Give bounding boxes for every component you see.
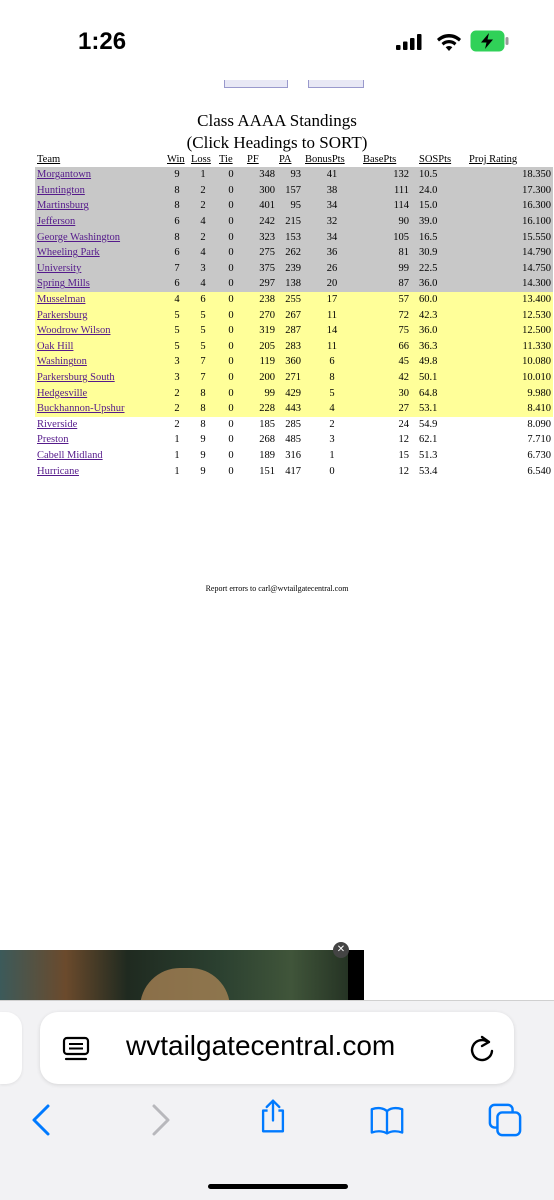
header-bonus-pts[interactable]: BonusPts (305, 154, 345, 165)
sos-cell: 62.1 (411, 432, 467, 448)
pa-cell: 429 (277, 385, 303, 401)
bonus-cell: 2 (303, 417, 361, 433)
bonus-cell: 8 (303, 370, 361, 386)
team-cell (35, 401, 165, 417)
pf-cell: 242 (245, 214, 277, 230)
bonus-cell: 4 (303, 401, 361, 417)
pf-cell: 297 (245, 276, 277, 292)
tie-cell: 0 (217, 417, 245, 433)
bookmarks-icon[interactable] (370, 1102, 404, 1138)
pa-cell: 443 (277, 401, 303, 417)
pf-cell: 151 (245, 463, 277, 479)
status-bar (0, 0, 554, 80)
pa-cell: 93 (277, 167, 303, 183)
table-row (35, 401, 553, 417)
bonus-cell: 20 (303, 276, 361, 292)
reload-icon[interactable] (468, 1034, 496, 1064)
tie-cell: 0 (217, 214, 245, 230)
proj-cell: 8.410 (467, 401, 553, 417)
loss-cell: 3 (189, 261, 217, 277)
loss-cell: 2 (189, 183, 217, 199)
pa-cell: 287 (277, 323, 303, 339)
back-icon[interactable] (26, 1102, 60, 1138)
tie-cell: 0 (217, 261, 245, 277)
ad-banner[interactable] (0, 950, 364, 1000)
win-cell: 7 (165, 261, 189, 277)
tie-cell: 0 (217, 198, 245, 214)
win-cell: 6 (165, 276, 189, 292)
sos-cell: 10.5 (411, 167, 467, 183)
pf-cell: 375 (245, 261, 277, 277)
loss-cell: 4 (189, 276, 217, 292)
signal-icon (396, 34, 422, 50)
win-cell: 5 (165, 323, 189, 339)
pa-cell: 95 (277, 198, 303, 214)
base-cell: 75 (361, 323, 411, 339)
proj-cell: 6.730 (467, 448, 553, 464)
pf-cell: 205 (245, 339, 277, 355)
ad-close-icon[interactable]: ✕ (333, 942, 349, 958)
header-proj-rating[interactable]: Proj Rating (469, 154, 518, 165)
tie-cell: 0 (217, 385, 245, 401)
loss-cell: 6 (189, 292, 217, 308)
loss-cell: 4 (189, 214, 217, 230)
table-row (35, 432, 553, 448)
battery-charging-icon (470, 30, 510, 52)
sos-cell: 50.1 (411, 370, 467, 386)
header-win[interactable]: Win (167, 154, 185, 165)
proj-cell: 10.080 (467, 354, 553, 370)
proj-cell: 14.300 (467, 276, 553, 292)
win-cell: 1 (165, 463, 189, 479)
proj-cell: 16.300 (467, 198, 553, 214)
team-link[interactable]: George Washington (37, 231, 121, 243)
pf-cell: 300 (245, 183, 277, 199)
base-cell: 90 (361, 214, 411, 230)
team-link[interactable]: Parkersburg (37, 309, 88, 321)
table-header-row (35, 152, 553, 167)
team-link[interactable]: Riverside (37, 418, 78, 430)
win-cell: 6 (165, 214, 189, 230)
team-cell (35, 245, 165, 261)
pf-cell: 319 (245, 323, 277, 339)
team-link[interactable]: Woodrow Wilson (37, 325, 111, 337)
base-cell: 66 (361, 339, 411, 355)
win-cell: 2 (165, 417, 189, 433)
base-cell: 12 (361, 463, 411, 479)
base-cell: 27 (361, 401, 411, 417)
url-text[interactable]: wvtailgatecentral.com (126, 1030, 396, 1061)
pf-cell: 401 (245, 198, 277, 214)
team-link[interactable]: Musselman (37, 294, 86, 306)
page-title: Class AAAA Standings (197, 111, 357, 130)
team-cell (35, 417, 165, 433)
base-cell: 15 (361, 448, 411, 464)
bonus-cell: 0 (303, 463, 361, 479)
win-cell: 9 (165, 167, 189, 183)
proj-cell: 17.300 (467, 183, 553, 199)
table-row (35, 292, 553, 308)
loss-cell: 9 (189, 448, 217, 464)
proj-cell: 11.330 (467, 339, 553, 355)
sos-cell: 42.3 (411, 307, 467, 323)
bonus-cell: 3 (303, 432, 361, 448)
pa-cell: 153 (277, 229, 303, 245)
bonus-cell: 11 (303, 307, 361, 323)
bonus-cell: 26 (303, 261, 361, 277)
team-link[interactable]: Parkersburg South (37, 372, 115, 384)
pa-cell: 417 (277, 463, 303, 479)
team-cell (35, 432, 165, 448)
team-cell (35, 276, 165, 292)
team-cell (35, 448, 165, 464)
table-row (35, 276, 553, 292)
tie-cell: 0 (217, 307, 245, 323)
bonus-cell: 38 (303, 183, 361, 199)
proj-cell: 13.400 (467, 292, 553, 308)
pf-cell: 238 (245, 292, 277, 308)
bonus-cell: 34 (303, 229, 361, 245)
loss-cell: 5 (189, 323, 217, 339)
loss-cell: 1 (189, 167, 217, 183)
table-row (35, 245, 553, 261)
status-time: 1:26 (78, 28, 127, 55)
address-bar[interactable] (40, 1012, 514, 1084)
win-cell: 1 (165, 448, 189, 464)
team-cell (35, 307, 165, 323)
loss-cell: 5 (189, 339, 217, 355)
team-cell (35, 167, 165, 183)
win-cell: 2 (165, 385, 189, 401)
sos-cell: 39.0 (411, 214, 467, 230)
pa-cell: 271 (277, 370, 303, 386)
team-cell (35, 385, 165, 401)
bonus-cell: 32 (303, 214, 361, 230)
win-cell: 2 (165, 401, 189, 417)
table-row (35, 167, 553, 183)
web-page (0, 80, 554, 950)
table-row (35, 354, 553, 370)
bonus-cell: 6 (303, 354, 361, 370)
pa-cell: 267 (277, 307, 303, 323)
team-cell (35, 229, 165, 245)
tie-cell: 0 (217, 167, 245, 183)
base-cell: 57 (361, 292, 411, 308)
team-cell (35, 463, 165, 479)
base-cell: 42 (361, 370, 411, 386)
sos-cell: 36.0 (411, 276, 467, 292)
team-link[interactable]: Morgantown (37, 169, 92, 181)
tie-cell: 0 (217, 432, 245, 448)
sos-cell: 53.4 (411, 463, 467, 479)
team-link[interactable]: Huntington (37, 184, 85, 196)
header-base-pts[interactable]: BasePts (363, 154, 397, 165)
loss-cell: 4 (189, 245, 217, 261)
pa-cell: 138 (277, 276, 303, 292)
bonus-cell: 5 (303, 385, 361, 401)
team-link[interactable]: University (37, 262, 82, 274)
win-cell: 8 (165, 229, 189, 245)
standings-body (35, 167, 553, 479)
table-row (35, 198, 553, 214)
pf-cell: 348 (245, 167, 277, 183)
base-cell: 72 (361, 307, 411, 323)
proj-cell: 6.540 (467, 463, 553, 479)
base-cell: 12 (361, 432, 411, 448)
win-cell: 4 (165, 292, 189, 308)
team-link[interactable]: Preston (37, 434, 69, 446)
team-link[interactable]: Jefferson (37, 216, 76, 228)
team-cell (35, 292, 165, 308)
pa-cell: 239 (277, 261, 303, 277)
pf-cell: 270 (245, 307, 277, 323)
pf-cell: 275 (245, 245, 277, 261)
win-cell: 3 (165, 354, 189, 370)
team-cell (35, 339, 165, 355)
tie-cell: 0 (217, 401, 245, 417)
loss-cell: 7 (189, 354, 217, 370)
pa-cell: 215 (277, 214, 303, 230)
bonus-cell: 36 (303, 245, 361, 261)
pa-cell: 316 (277, 448, 303, 464)
proj-cell: 12.500 (467, 323, 553, 339)
sos-cell: 36.0 (411, 323, 467, 339)
pa-cell: 285 (277, 417, 303, 433)
loss-cell: 2 (189, 229, 217, 245)
base-cell: 87 (361, 276, 411, 292)
wifi-icon (436, 31, 462, 51)
header-sos-pts[interactable]: SOSPts (419, 154, 452, 165)
tie-cell: 0 (217, 463, 245, 479)
pf-cell: 200 (245, 370, 277, 386)
header-loss[interactable]: Loss (191, 154, 211, 165)
share-icon[interactable] (256, 1098, 290, 1134)
loss-cell: 7 (189, 370, 217, 386)
team-link[interactable]: Martinsburg (37, 200, 89, 212)
sos-cell: 51.3 (411, 448, 467, 464)
table-row (35, 323, 553, 339)
base-cell: 105 (361, 229, 411, 245)
sos-cell: 49.8 (411, 354, 467, 370)
base-cell: 30 (361, 385, 411, 401)
page-subtitle: (Click Headings to SORT) (186, 133, 368, 152)
loss-cell: 5 (189, 307, 217, 323)
proj-cell: 7.710 (467, 432, 553, 448)
tie-cell: 0 (217, 339, 245, 355)
win-cell: 3 (165, 370, 189, 386)
loss-cell: 9 (189, 432, 217, 448)
base-cell: 111 (361, 183, 411, 199)
ad-side-strip (348, 950, 364, 1000)
header-pf[interactable]: PF (247, 154, 259, 165)
table-row (35, 463, 553, 479)
team-cell (35, 323, 165, 339)
sos-cell: 16.5 (411, 229, 467, 245)
team-cell (35, 261, 165, 277)
sos-cell: 53.1 (411, 401, 467, 417)
team-link[interactable]: Washington (37, 356, 87, 368)
base-cell: 132 (361, 167, 411, 183)
ad-image (140, 968, 230, 1000)
win-cell: 5 (165, 307, 189, 323)
table-row (35, 214, 553, 230)
base-cell: 114 (361, 198, 411, 214)
nav-button-right[interactable] (308, 80, 364, 88)
base-cell: 99 (361, 261, 411, 277)
sos-cell: 64.8 (411, 385, 467, 401)
pf-cell: 268 (245, 432, 277, 448)
bonus-cell: 41 (303, 167, 361, 183)
table-row (35, 417, 553, 433)
win-cell: 1 (165, 432, 189, 448)
base-cell: 81 (361, 245, 411, 261)
bonus-cell: 1 (303, 448, 361, 464)
pf-cell: 189 (245, 448, 277, 464)
sos-cell: 36.3 (411, 339, 467, 355)
tie-cell: 0 (217, 229, 245, 245)
team-cell (35, 198, 165, 214)
loss-cell: 9 (189, 463, 217, 479)
page-menu-icon[interactable] (62, 1036, 90, 1062)
table-row (35, 307, 553, 323)
tie-cell: 0 (217, 183, 245, 199)
bonus-cell: 14 (303, 323, 361, 339)
loss-cell: 8 (189, 417, 217, 433)
pf-cell: 228 (245, 401, 277, 417)
proj-cell: 18.350 (467, 167, 553, 183)
proj-cell: 16.100 (467, 214, 553, 230)
loss-cell: 2 (189, 198, 217, 214)
proj-cell: 14.790 (467, 245, 553, 261)
pa-cell: 360 (277, 354, 303, 370)
pa-cell: 262 (277, 245, 303, 261)
team-cell (35, 183, 165, 199)
pf-cell: 99 (245, 385, 277, 401)
table-row (35, 261, 553, 277)
proj-cell: 15.550 (467, 229, 553, 245)
team-link[interactable]: Hedgesville (37, 387, 88, 399)
team-cell (35, 370, 165, 386)
pa-cell: 485 (277, 432, 303, 448)
pf-cell: 185 (245, 417, 277, 433)
header-pa[interactable]: PA (279, 154, 292, 165)
forward-icon[interactable] (142, 1102, 176, 1138)
team-cell (35, 214, 165, 230)
sos-cell: 60.0 (411, 292, 467, 308)
tie-cell: 0 (217, 370, 245, 386)
proj-cell: 14.750 (467, 261, 553, 277)
team-link[interactable]: Hurricane (37, 465, 79, 477)
pa-cell: 283 (277, 339, 303, 355)
base-cell: 24 (361, 417, 411, 433)
team-link[interactable]: Wheeling Park (37, 247, 100, 259)
win-cell: 8 (165, 198, 189, 214)
pf-cell: 119 (245, 354, 277, 370)
tie-cell: 0 (217, 448, 245, 464)
win-cell: 6 (165, 245, 189, 261)
sos-cell: 30.9 (411, 245, 467, 261)
proj-cell: 12.530 (467, 307, 553, 323)
tie-cell: 0 (217, 276, 245, 292)
base-cell: 45 (361, 354, 411, 370)
bonus-cell: 34 (303, 198, 361, 214)
proj-cell: 9.980 (467, 385, 553, 401)
table-row (35, 448, 553, 464)
table-row (35, 385, 553, 401)
sos-cell: 15.0 (411, 198, 467, 214)
team-link[interactable]: Cabell Midland (37, 449, 103, 461)
standings-table (35, 152, 553, 479)
header-team[interactable]: Team (37, 154, 61, 165)
header-tie[interactable]: Tie (219, 154, 233, 165)
home-indicator[interactable] (208, 1184, 348, 1189)
table-row (35, 183, 553, 199)
loss-cell: 8 (189, 401, 217, 417)
team-link[interactable]: Buckhannon-Upshur (37, 403, 125, 415)
win-cell: 8 (165, 183, 189, 199)
table-row (35, 339, 553, 355)
team-cell (35, 354, 165, 370)
team-link[interactable]: Oak Hill (37, 340, 74, 352)
sos-cell: 54.9 (411, 417, 467, 433)
proj-cell: 8.090 (467, 417, 553, 433)
loss-cell: 8 (189, 385, 217, 401)
tie-cell: 0 (217, 292, 245, 308)
previous-tab-edge[interactable] (0, 1012, 22, 1084)
sos-cell: 22.5 (411, 261, 467, 277)
bonus-cell: 17 (303, 292, 361, 308)
table-row (35, 370, 553, 386)
report-errors-text: Report errors to carl@wvtailgatecentral.com (205, 584, 349, 593)
tie-cell: 0 (217, 354, 245, 370)
sos-cell: 24.0 (411, 183, 467, 199)
tabs-icon[interactable] (488, 1102, 522, 1138)
tie-cell: 0 (217, 323, 245, 339)
tie-cell: 0 (217, 245, 245, 261)
bonus-cell: 11 (303, 339, 361, 355)
pa-cell: 255 (277, 292, 303, 308)
team-link[interactable]: Spring Mills (37, 278, 90, 290)
win-cell: 5 (165, 339, 189, 355)
pf-cell: 323 (245, 229, 277, 245)
table-row (35, 229, 553, 245)
proj-cell: 10.010 (467, 370, 553, 386)
nav-button-left[interactable] (224, 80, 288, 88)
pa-cell: 157 (277, 183, 303, 199)
